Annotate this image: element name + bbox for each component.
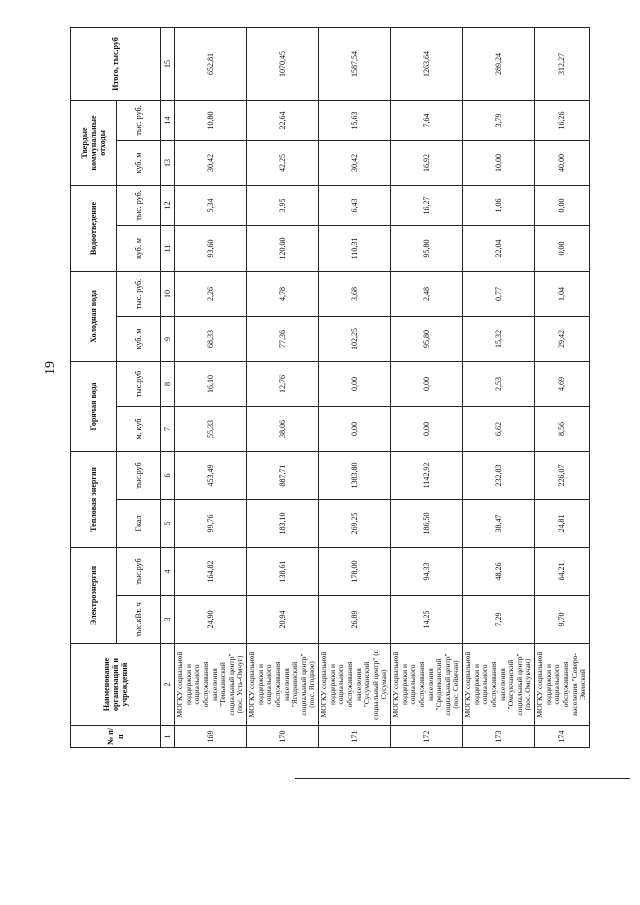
value-cell: 269,25 [319,500,391,548]
value-cell: 652,81 [175,27,247,100]
header-hot-water: Горячая вода [71,361,117,451]
value-cell: 9,70 [535,596,590,644]
column-number: 10 [161,271,175,316]
value-cell: 16,92 [391,140,463,185]
organization-name: МОГКУ социальной поддержки и социального обслуживания населения "Среднеканский социальный центр" (пос. Сеймчан) [391,644,463,726]
value-cell: 0,00 [535,185,590,225]
table-row [247,27,319,747]
column-number: 4 [161,548,175,596]
value-cell: 0,77 [463,271,535,316]
organization-name: МОГКУ социальной поддержки и социального обслуживания населения "Омсукчанский социальный центр" (пос. Омсукчан) [463,644,535,726]
value-cell: 138,61 [247,548,319,596]
column-number: 2 [161,644,175,726]
subheader-sw-qty: куб. м [117,140,161,185]
column-number: 1 [161,726,175,748]
value-cell: 3,95 [247,185,319,225]
utilities-table [70,27,590,748]
value-cell: 40,00 [535,140,590,185]
header-cold-water: Холодная вода [71,271,117,361]
value-cell: 887,71 [247,451,319,499]
value-cell: 1383,80 [319,451,391,499]
value-cell: 2,26 [175,271,247,316]
value-cell: 102,25 [319,316,391,361]
column-number: 12 [161,185,175,225]
value-cell: 26,89 [319,596,391,644]
table-row [535,27,590,747]
value-cell: 77,36 [247,316,319,361]
subheader-cw-qty: куб. м [117,316,161,361]
value-cell: 1070,45 [247,27,319,100]
value-cell: 22,04 [463,225,535,271]
value-cell: 94,33 [391,548,463,596]
value-cell: 289,24 [463,27,535,100]
table-row [463,27,535,747]
row-number: 172 [391,726,463,748]
value-cell: 95,80 [391,316,463,361]
column-number: 15 [161,27,175,100]
value-cell: 42,25 [247,140,319,185]
value-cell: 38,47 [463,500,535,548]
row-number: 171 [319,726,391,748]
column-number: 3 [161,596,175,644]
header-org: Наименование организаций и учреждений [71,644,161,726]
value-cell: 1,04 [535,271,590,316]
value-cell: 93,60 [175,225,247,271]
value-cell: 16,10 [175,361,247,406]
rotated-table-container [70,28,588,748]
column-number: 7 [161,406,175,451]
header-heat: Тепловая энергия [71,451,117,547]
header-total: Итого, тыс.руб [71,27,161,100]
value-cell: 8,56 [535,406,590,451]
organization-name: МОГКУ социальной поддержки и социального обслуживания населения "Тенькинский социальный центр" (пос. Усть-Омчуг) [175,644,247,726]
value-cell: 164,82 [175,548,247,596]
value-cell: 186,50 [391,500,463,548]
value-cell: 7,64 [391,100,463,140]
value-cell: 24,81 [535,500,590,548]
value-cell: 99,76 [175,500,247,548]
value-cell: 7,29 [463,596,535,644]
subheader-hw-qty: м. куб [117,406,161,451]
header-solid-waste: Твердые коммунальные отходы [71,100,117,185]
subheader-heat-qty: Гкал [117,500,161,548]
subheader-el-qty: тыс.кВт. ч [117,596,161,644]
subheader-el-cost: тыс.руб [117,548,161,596]
value-cell: 0,00 [319,406,391,451]
value-cell: 110,31 [319,225,391,271]
value-cell: 0,00 [391,406,463,451]
table-body [175,27,590,747]
table-row [391,27,463,747]
rotated-table-wrapper [70,28,588,748]
subheader-heat-cost: тыс.руб [117,451,161,499]
value-cell: 16,26 [535,100,590,140]
column-number: 9 [161,316,175,361]
value-cell: 453,49 [175,451,247,499]
subheader-sw-cost: тыс. руб. [117,100,161,140]
value-cell: 6,62 [463,406,535,451]
row-number: 174 [535,726,590,748]
horizontal-rule [295,778,630,779]
value-cell: 178,00 [319,548,391,596]
value-cell: 232,83 [463,451,535,499]
value-cell: 68,33 [175,316,247,361]
subheader-cw-cost: тыс. руб. [117,271,161,316]
organization-name: МОГКУ социальной поддержки и социального обслуживания населения "Северо-Эвенский [535,644,590,726]
column-number-row [161,27,175,747]
value-cell: 29,42 [535,316,590,361]
value-cell: 1587,54 [319,27,391,100]
value-cell: 3,68 [319,271,391,316]
value-cell: 3,79 [463,100,535,140]
value-cell: 38,06 [247,406,319,451]
value-cell: 4,78 [247,271,319,316]
value-cell: 48,26 [463,548,535,596]
column-number: 8 [161,361,175,406]
value-cell: 0,00 [535,225,590,271]
subheader-hw-cost: тыс.руб [117,361,161,406]
column-number: 6 [161,451,175,499]
header-no: № п/п [71,726,161,748]
header-drainage: Водоотведение [71,185,117,271]
value-cell: 2,53 [463,361,535,406]
value-cell: 0,00 [391,361,463,406]
value-cell: 1,06 [463,185,535,225]
column-number: 13 [161,140,175,185]
value-cell: 10,00 [463,140,535,185]
column-number: 5 [161,500,175,548]
value-cell: 95,80 [391,225,463,271]
value-cell: 4,69 [535,361,590,406]
value-cell: 6,43 [319,185,391,225]
value-cell: 14,25 [391,596,463,644]
value-cell: 64,21 [535,548,590,596]
subheader-dr-cost: тыс. руб. [117,185,161,225]
value-cell: 15,32 [463,316,535,361]
value-cell: 1263,64 [391,27,463,100]
value-cell: 20,94 [247,596,319,644]
column-number: 14 [161,100,175,140]
value-cell: 22,64 [247,100,319,140]
value-cell: 10,80 [175,100,247,140]
value-cell: 183,10 [247,500,319,548]
row-number: 170 [247,726,319,748]
value-cell: 16,27 [391,185,463,225]
value-cell: 15,63 [319,100,391,140]
table-row [175,27,247,747]
header-electricity: Электроэнергия [71,548,117,644]
subheader-dr-qty: куб. м [117,225,161,271]
column-number: 11 [161,225,175,271]
value-cell: 12,76 [247,361,319,406]
value-cell: 2,48 [391,271,463,316]
value-cell: 55,33 [175,406,247,451]
value-cell: 226,07 [535,451,590,499]
organization-name: МОГКУ социальной поддержки и социального обслуживания населения "Ягоднинский социальный центр" (пос. Ягодное) [247,644,319,726]
value-cell: 30,42 [175,140,247,185]
row-number: 173 [463,726,535,748]
value-cell: 0,00 [319,361,391,406]
row-number: 169 [175,726,247,748]
value-cell: 24,90 [175,596,247,644]
value-cell: 120,00 [247,225,319,271]
value-cell: 312,27 [535,27,590,100]
organization-name: МОГКУ социальной поддержки и социального обслуживания населения "Сусуманский социальный центр" (г. Сусуман) [319,644,391,726]
value-cell: 30,42 [319,140,391,185]
page-number: 19 [43,361,58,375]
value-cell: 5,34 [175,185,247,225]
table-row [319,27,391,747]
value-cell: 1142,92 [391,451,463,499]
